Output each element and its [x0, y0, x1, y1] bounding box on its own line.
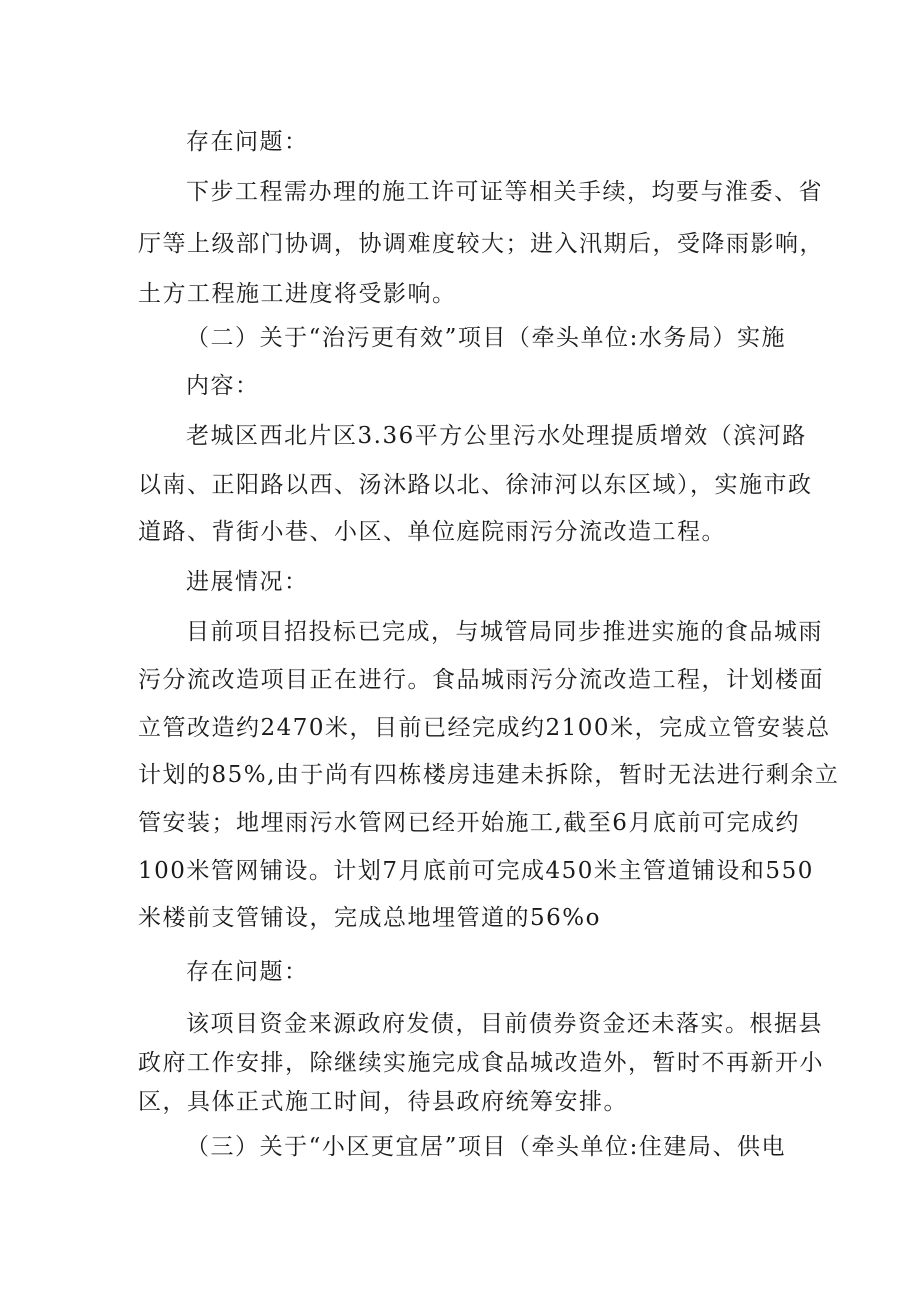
- paragraph-line: 污分流改造项目正在进行。食品城雨污分流改造工程，计划楼面: [138, 667, 824, 693]
- section-3-heading: （三）关于“小区更宜居”项目（牵头单位:住建局、供电: [186, 1134, 786, 1160]
- heading-progress: 进展情况：: [186, 569, 309, 595]
- heading-problems-2: 存在问题：: [186, 959, 309, 985]
- paragraph-line: 道路、背街小巷、小区、单位庭院雨污分流改造工程。: [138, 519, 726, 545]
- heading-problems-1: 存在问题：: [186, 129, 309, 155]
- paragraph-line: 区，具体正式施工时间，待县政府统筹安排。: [138, 1089, 628, 1115]
- paragraph-line: 该项目资金来源政府发债，目前债券资金还未落实。根据县: [186, 1011, 823, 1037]
- paragraph-line: 土方工程施工进度将受影响。: [138, 281, 457, 307]
- paragraph-line: 立管改造约2470米，目前已经完成约2100米，完成立管安装总: [138, 715, 831, 741]
- paragraph-line: 米楼前支管铺设，完成总地埋管道的56%o: [138, 905, 601, 931]
- paragraph-line: 下步工程需办理的施工许可证等相关手续，均要与淮委、省: [186, 179, 823, 205]
- paragraph-line: 目前项目招投标已完成，与城管局同步推进实施的食品城雨: [186, 619, 823, 645]
- paragraph-line: 计划的85%,由于尚有四栋楼房违建未拆除，暂时无法进行剩余立: [138, 762, 840, 788]
- paragraph-line: 管安装；地埋雨污水管网已经开始施工,截至6月底前可完成约: [138, 810, 800, 836]
- paragraph-line: 政府工作安排，除继续实施完成食品城改造外，暂时不再新开小: [138, 1050, 824, 1076]
- paragraph-line: 以南、正阳路以西、汤沐路以北、徐沛河以东区域），实施市政: [138, 472, 813, 498]
- section-2-heading: （二）关于“治污更有效”项目（牵头单位:水务局）实施: [186, 325, 786, 351]
- paragraph-line: 100米管网铺设。计划7月底前可完成450米主管道铺设和550: [138, 858, 814, 884]
- section-2-heading-cont: 内容：: [186, 373, 260, 399]
- paragraph-line: 老城区西北片区3.36平方公里污水处理提质增效（滨河路: [186, 423, 807, 449]
- paragraph-line: 厅等上级部门协调，协调难度较大；进入汛期后，受降雨影响，: [138, 231, 824, 257]
